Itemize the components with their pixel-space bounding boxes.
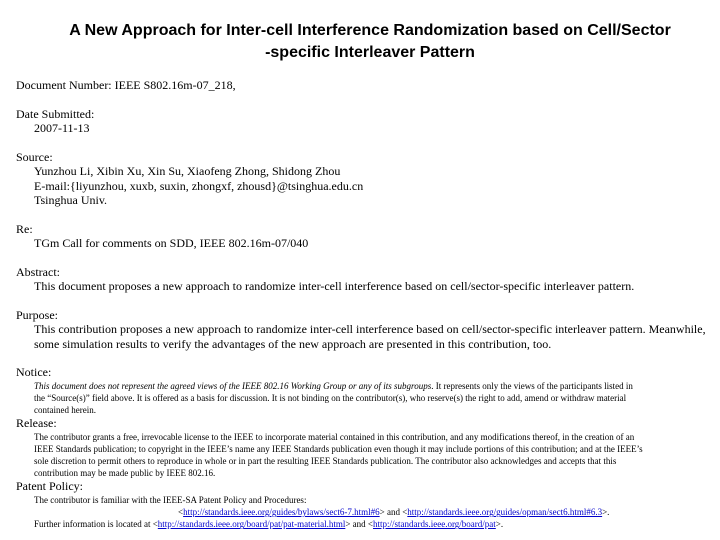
release-line-2: IEEE Standards publication; to copyright in the IEEE’s name any IEEE Standards publication even though it may include portions of this contribution; and at the IEEE’s	[34, 443, 643, 454]
abstract-label: Abstract:	[16, 264, 60, 279]
source-label: Source:	[16, 149, 53, 164]
date-label: Date Submitted:	[16, 106, 95, 121]
date-value: 2007-11-13	[34, 121, 90, 135]
notice-line-2: the “Source(s)” field above. It is offered as a basis for discussion. It is not binding on the contributor(s), who reserve(s) the right to add, amend or withdraw material	[34, 392, 627, 403]
release-label: Release:	[16, 416, 57, 431]
notice-italic: This document does not represent the agreed views of the IEEE 802.16 Working Group or any of its subgroups	[34, 380, 432, 391]
page-title	[0, 20, 720, 64]
patent-line-2: <http://standards.ieee.org/guides/bylaws/sect6-7.html#6> and <http://standards.ieee.org/guides/opman/sect6.html#6.3>.	[178, 507, 610, 518]
pat-board-link[interactable]: http://standards.ieee.org/board/pat	[372, 519, 496, 530]
pat-material-link[interactable]: http://standards.ieee.org/board/pat/pat-material.html	[157, 519, 346, 530]
purpose-label: Purpose:	[16, 307, 58, 322]
patent-line-1: The contributor is familiar with the IEEE-SA Patent Policy and Procedures:	[34, 494, 307, 505]
notice-line-3: contained herein.	[34, 404, 96, 415]
re-value: TGm Call for comments on SDD, IEEE 802.16m-07/040	[34, 236, 309, 250]
purpose-line-1: This contribution proposes a new approach to randomize inter-cell interference based on cell/sector-specific interleaver pattern. Meanwhile,	[34, 322, 706, 336]
source-authors: Yunzhou Li, Xibin Xu, Xin Su, Xiaofeng Zhong, Shidong Zhou	[34, 164, 341, 178]
source-email: E-mail:{liyunzhou, xuxb, suxin, zhongxf, zhousd}@tsinghua.edu.cn	[34, 178, 364, 193]
abstract-text: This document proposes a new approach to randomize inter-cell interference based on cell/sector-specific interleaver pattern.	[34, 279, 635, 293]
notice-line-1	[16, 380, 716, 392]
opman-link[interactable]: http://standards.ieee.org/guides/opman/sect6.html#6.3	[407, 507, 603, 518]
document-number: Document Number: IEEE S802.16m-07_218,	[16, 78, 236, 92]
notice-rest: . It represents only the views of the participants listed in	[431, 380, 633, 391]
release-line-4: contribution may be made public by IEEE 802.16.	[34, 468, 216, 479]
title-line-2: -specific Interleaver Pattern	[265, 44, 475, 61]
patent-line-3: Further information is located at <http://standards.ieee.org/board/pat/pat-material.html> and <http://standards.ieee.org/board/pat>.	[34, 519, 504, 530]
release-text	[16, 431, 716, 480]
patent-label: Patent Policy:	[16, 479, 83, 494]
document-body	[16, 78, 716, 531]
notice-text	[16, 380, 716, 417]
notice-label: Notice:	[16, 365, 52, 379]
patent-text	[16, 494, 716, 531]
release-line-3: sole discretion to permit others to reproduce in whole or in part the resulting IEEE Standards publication. The contributor also acknowledges and accepts that this	[34, 456, 617, 467]
release-line-1: The contributor grants a free, irrevocable license to the IEEE to incorporate material contained in this contribution, and any modifications thereof, in the creation of an	[34, 431, 635, 442]
source-affiliation: Tsinghua Univ.	[34, 193, 108, 207]
title-line-1: A New Approach for Inter-cell Interference Randomization based on Cell/Sector	[69, 22, 671, 39]
purpose-line-2: some simulation results to verify the advantages of the new approach are presented in this contribution, too.	[34, 336, 552, 351]
re-label: Re:	[16, 221, 33, 236]
bylaws-link[interactable]: http://standards.ieee.org/guides/bylaws/sect6-7.html#6	[183, 507, 380, 518]
